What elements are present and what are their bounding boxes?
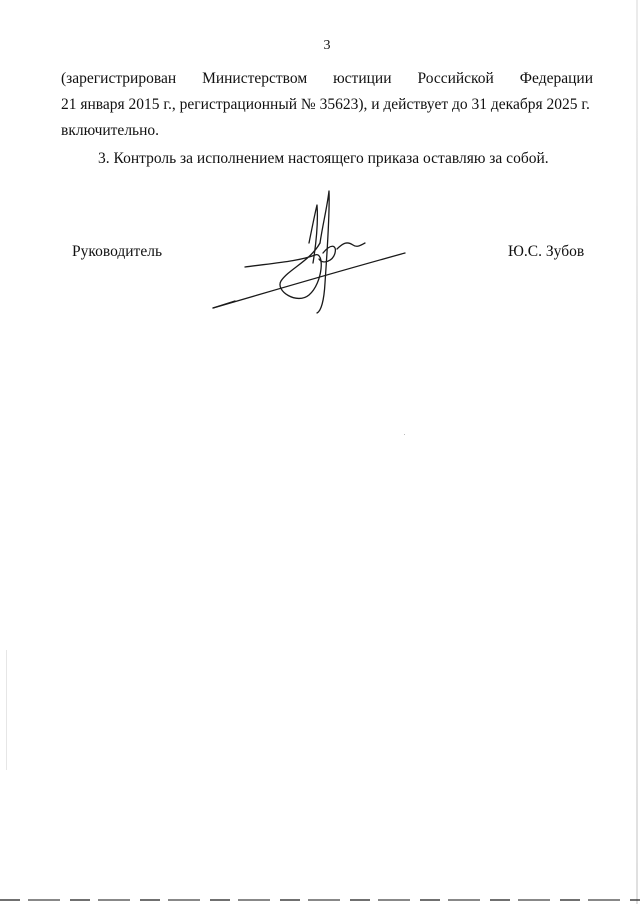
word: Российской [417, 70, 494, 87]
paragraph-3: 3. Контроль за исполнением настоящего приказа оставляю за собой. [98, 150, 549, 167]
signatory-name: Ю.С. Зубов [508, 243, 585, 260]
scan-edge [636, 0, 638, 904]
handwritten-signature [205, 183, 415, 323]
paragraph-line-2: 21 января 2015 г., регистрационный № 35623), и действует до 31 декабря 2025 г. [61, 96, 590, 113]
word: Министерством [202, 70, 308, 87]
scan-speck [404, 434, 405, 435]
signatory-title: Руководитель [72, 243, 163, 260]
paragraph-line-3: включительно. [61, 122, 160, 139]
word: (зарегистрирован [61, 70, 177, 87]
paragraph-2-continuation [61, 66, 593, 144]
word: Федерации [519, 70, 593, 87]
paragraph-line-1 [61, 66, 593, 92]
word: юстиции [333, 70, 392, 87]
scan-line [6, 650, 7, 770]
page-number: 3 [323, 38, 331, 53]
scan-bottom-edge [0, 899, 640, 901]
